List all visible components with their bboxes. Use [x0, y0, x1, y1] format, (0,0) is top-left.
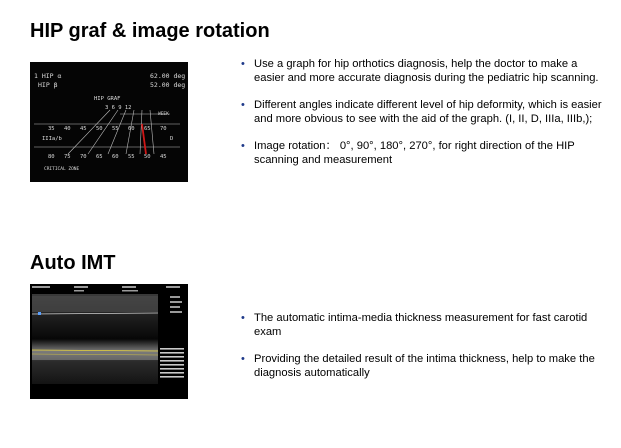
hip-graf-label: HIP GRAF — [94, 96, 121, 102]
bullet-icon: • — [241, 353, 245, 365]
imt-ultrasound-graphic — [30, 284, 188, 399]
hip-lower-scale-label: 60 — [112, 154, 119, 160]
hip-bullet-list — [240, 57, 610, 180]
bullet-icon: • — [241, 58, 245, 70]
bullet-icon: • — [241, 99, 245, 111]
hip-graf-ultrasound-image — [30, 62, 188, 182]
bullet-text: Providing the detailed result of the intima thickness, help to make the diagnosis automatically — [254, 353, 595, 379]
hip-upper-scale-label: 65 — [144, 126, 151, 132]
bullet-icon: • — [241, 312, 245, 324]
hip-upper-scale-label: 55 — [112, 126, 119, 132]
imt-ultrasound-image — [30, 284, 188, 399]
hip-lower-scale-label: 80 — [48, 154, 55, 160]
hip-graf-graphic — [30, 62, 188, 182]
section-title-imt: Auto IMT — [30, 252, 116, 274]
bullet-text: The automatic intima-media thickness measurement for fast carotid exam — [254, 312, 588, 338]
section-title-hip: HIP graf & image rotation — [30, 20, 270, 42]
hip-side-label-upper: IIIa/b — [42, 136, 62, 142]
hip-lower-scale-label: 70 — [80, 154, 87, 160]
list-item — [240, 98, 610, 126]
list-item — [240, 352, 610, 380]
imt-marker-icon — [38, 312, 41, 315]
hip-lower-scale-label: 55 — [128, 154, 135, 160]
hip-upper-scale-label: 50 — [96, 126, 103, 132]
hip-zone-label: CRITICAL ZONE — [44, 167, 80, 172]
hip-beta-label: HIP β — [38, 81, 58, 89]
bullet-text: Image rotation： 0°, 90°, 180°, 270°, for right direction of the HIP scanning and measurement — [254, 140, 575, 166]
bullet-text: Different angles indicate different level of hip deformity, which is easier and more obvious to see with the aid of the graph. (I, II, D, IIIa, IIIb,); — [254, 99, 602, 125]
hip-lower-scale-label: 50 — [144, 154, 151, 160]
hip-upper-scale-label: 40 — [64, 126, 71, 132]
hip-alpha-label: 1 HIP α — [34, 72, 62, 80]
list-item — [240, 57, 610, 85]
hip-upper-scale-label: 70 — [160, 126, 167, 132]
hip-side-label-lower: D — [170, 136, 174, 142]
hip-lower-scale-label: 65 — [96, 154, 103, 160]
hip-upper-scale-label: 35 — [48, 126, 55, 132]
bullet-icon: • — [241, 140, 245, 152]
hip-upper-scale-label: 45 — [80, 126, 87, 132]
imt-bullet-list — [240, 311, 610, 393]
bullet-text: Use a graph for hip orthotics diagnosis, help the doctor to make a easier and more accurate diagnosis during the pediatric hip scanning. — [254, 58, 599, 84]
hip-beta-value: 52.00 deg — [150, 81, 186, 89]
hip-upper-scale-label: 60 — [128, 126, 135, 132]
hip-top-ticks: 3 6 9 12 — [105, 105, 132, 111]
list-item — [240, 311, 610, 339]
hip-alpha-value: 62.00 deg — [150, 72, 186, 80]
hip-lower-scale-label: 75 — [64, 154, 71, 160]
list-item — [240, 139, 610, 167]
hip-weeks-label: WEEK — [158, 112, 169, 117]
hip-lower-scale-label: 45 — [160, 154, 167, 160]
